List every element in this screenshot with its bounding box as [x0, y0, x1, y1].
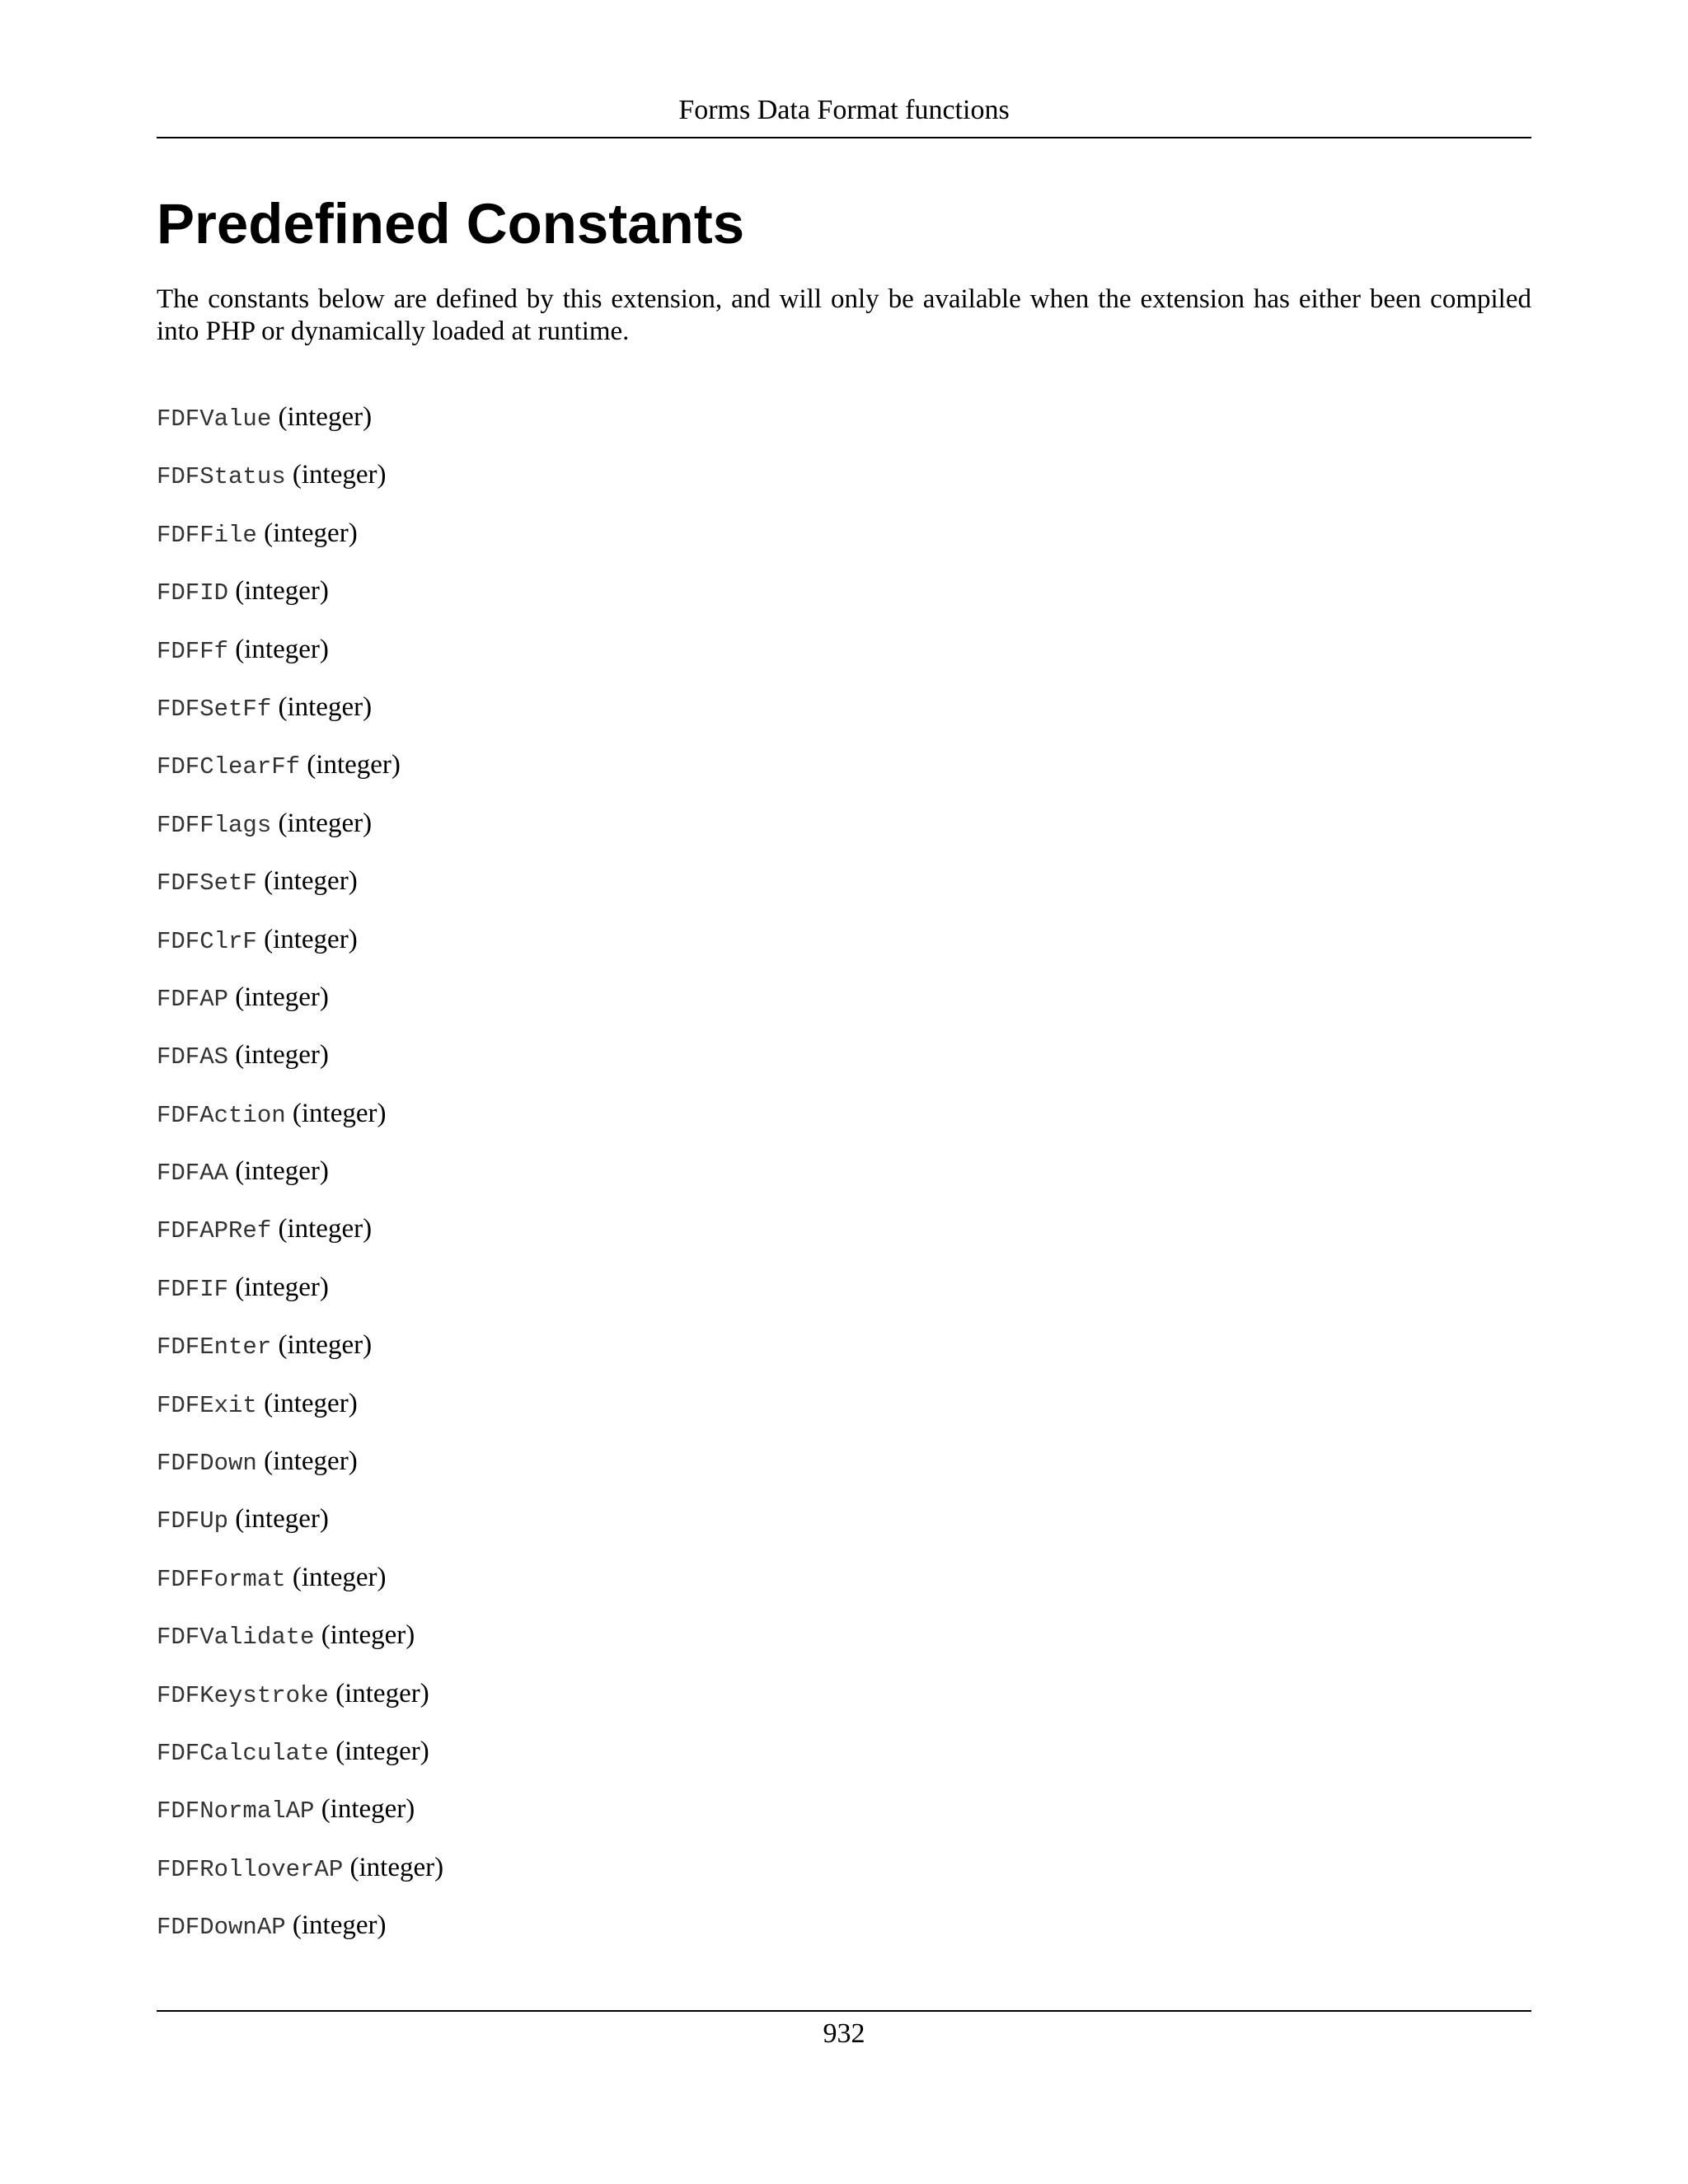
constant-name: FDFEnter [157, 1333, 272, 1361]
constant-item [157, 1385, 443, 1443]
footer-divider [157, 2010, 1531, 2012]
constant-name: FDFClrF [157, 927, 257, 955]
constant-name: FDFAA [157, 1160, 229, 1188]
constant-name: FDFSetFf [157, 695, 272, 723]
constant-type: (integer) [235, 634, 329, 664]
constant-item [157, 1849, 443, 1907]
constant-type: (integer) [264, 1388, 358, 1418]
constant-item [157, 631, 443, 689]
constant-type: (integer) [278, 691, 373, 722]
constant-name: FDFDownAP [157, 1914, 286, 1942]
constant-item [157, 1269, 443, 1327]
constant-item [157, 1559, 443, 1617]
constant-type: (integer) [292, 1562, 387, 1592]
constant-name: FDFRolloverAP [157, 1855, 344, 1883]
constant-name: FDFNormalAP [157, 1797, 315, 1825]
constant-item [157, 747, 443, 804]
constant-name: FDFExit [157, 1391, 257, 1419]
running-header: Forms Data Format functions [678, 95, 1010, 125]
constant-item [157, 863, 443, 921]
constant-item [157, 1443, 443, 1501]
constant-type: (integer) [292, 1098, 387, 1128]
constant-type: (integer) [235, 982, 329, 1012]
constant-item [157, 921, 443, 979]
constant-item [157, 399, 443, 457]
header-divider [157, 137, 1531, 138]
constant-name: FDFStatus [157, 463, 286, 491]
constant-type: (integer) [235, 576, 329, 607]
constant-type: (integer) [264, 924, 358, 954]
constant-type: (integer) [335, 1678, 429, 1708]
constant-name: FDFValidate [157, 1624, 315, 1652]
constant-type: (integer) [335, 1736, 429, 1766]
constant-name: FDFFormat [157, 1565, 286, 1593]
constant-name: FDFUp [157, 1507, 229, 1535]
constant-item [157, 1617, 443, 1675]
constant-name: FDFCalculate [157, 1739, 329, 1767]
constant-type: (integer) [292, 1910, 387, 1941]
constant-item [157, 573, 443, 630]
constant-name: FDFAction [157, 1101, 286, 1129]
page-number: 932 [823, 2018, 865, 2049]
constant-name: FDFAP [157, 985, 229, 1013]
constant-type: (integer) [264, 518, 358, 548]
constant-name: FDFFile [157, 521, 257, 549]
constant-item [157, 515, 443, 573]
constant-type: (integer) [235, 1040, 329, 1071]
constant-item [157, 1327, 443, 1385]
constant-item [157, 1733, 443, 1791]
constant-item [157, 1095, 443, 1153]
page-title: Predefined Constants [157, 192, 745, 255]
constant-item [157, 1501, 443, 1558]
constant-name: FDFValue [157, 405, 272, 433]
constant-name: FDFID [157, 579, 229, 607]
constant-type: (integer) [235, 1504, 329, 1535]
constant-item [157, 1791, 443, 1849]
constant-item [157, 1037, 443, 1094]
constant-type: (integer) [278, 1214, 373, 1244]
constant-item [157, 1675, 443, 1733]
constant-type: (integer) [307, 750, 401, 780]
constant-item [157, 457, 443, 514]
constants-list [157, 399, 443, 1966]
constant-name: FDFDown [157, 1450, 257, 1478]
constant-name: FDFAS [157, 1043, 229, 1071]
constant-item [157, 979, 443, 1037]
constant-item [157, 1153, 443, 1211]
constant-type: (integer) [278, 808, 373, 838]
constant-type: (integer) [235, 1156, 329, 1187]
constant-name: FDFKeystroke [157, 1681, 329, 1709]
constant-item [157, 1211, 443, 1268]
constant-item [157, 1907, 443, 1965]
constant-type: (integer) [349, 1852, 444, 1882]
constant-name: FDFSetF [157, 869, 257, 898]
constant-name: FDFClearFf [157, 753, 301, 781]
constant-type: (integer) [321, 1794, 415, 1825]
constant-name: FDFAPRef [157, 1217, 272, 1245]
constant-type: (integer) [278, 402, 373, 432]
constant-name: FDFFlags [157, 811, 272, 839]
constant-type: (integer) [264, 1446, 358, 1477]
constant-type: (integer) [321, 1620, 415, 1651]
constant-name: FDFIF [157, 1275, 229, 1303]
intro-paragraph: The constants below are defined by this extension, and will only be available when the extension has either been compiled into PHP or dynamically loaded at runtime. [157, 284, 1531, 346]
constant-type: (integer) [292, 460, 387, 490]
constant-item [157, 689, 443, 747]
constant-type: (integer) [264, 866, 358, 897]
constant-type: (integer) [235, 1272, 329, 1302]
constant-item [157, 805, 443, 863]
constant-type: (integer) [278, 1330, 373, 1361]
constant-name: FDFFf [157, 637, 229, 665]
